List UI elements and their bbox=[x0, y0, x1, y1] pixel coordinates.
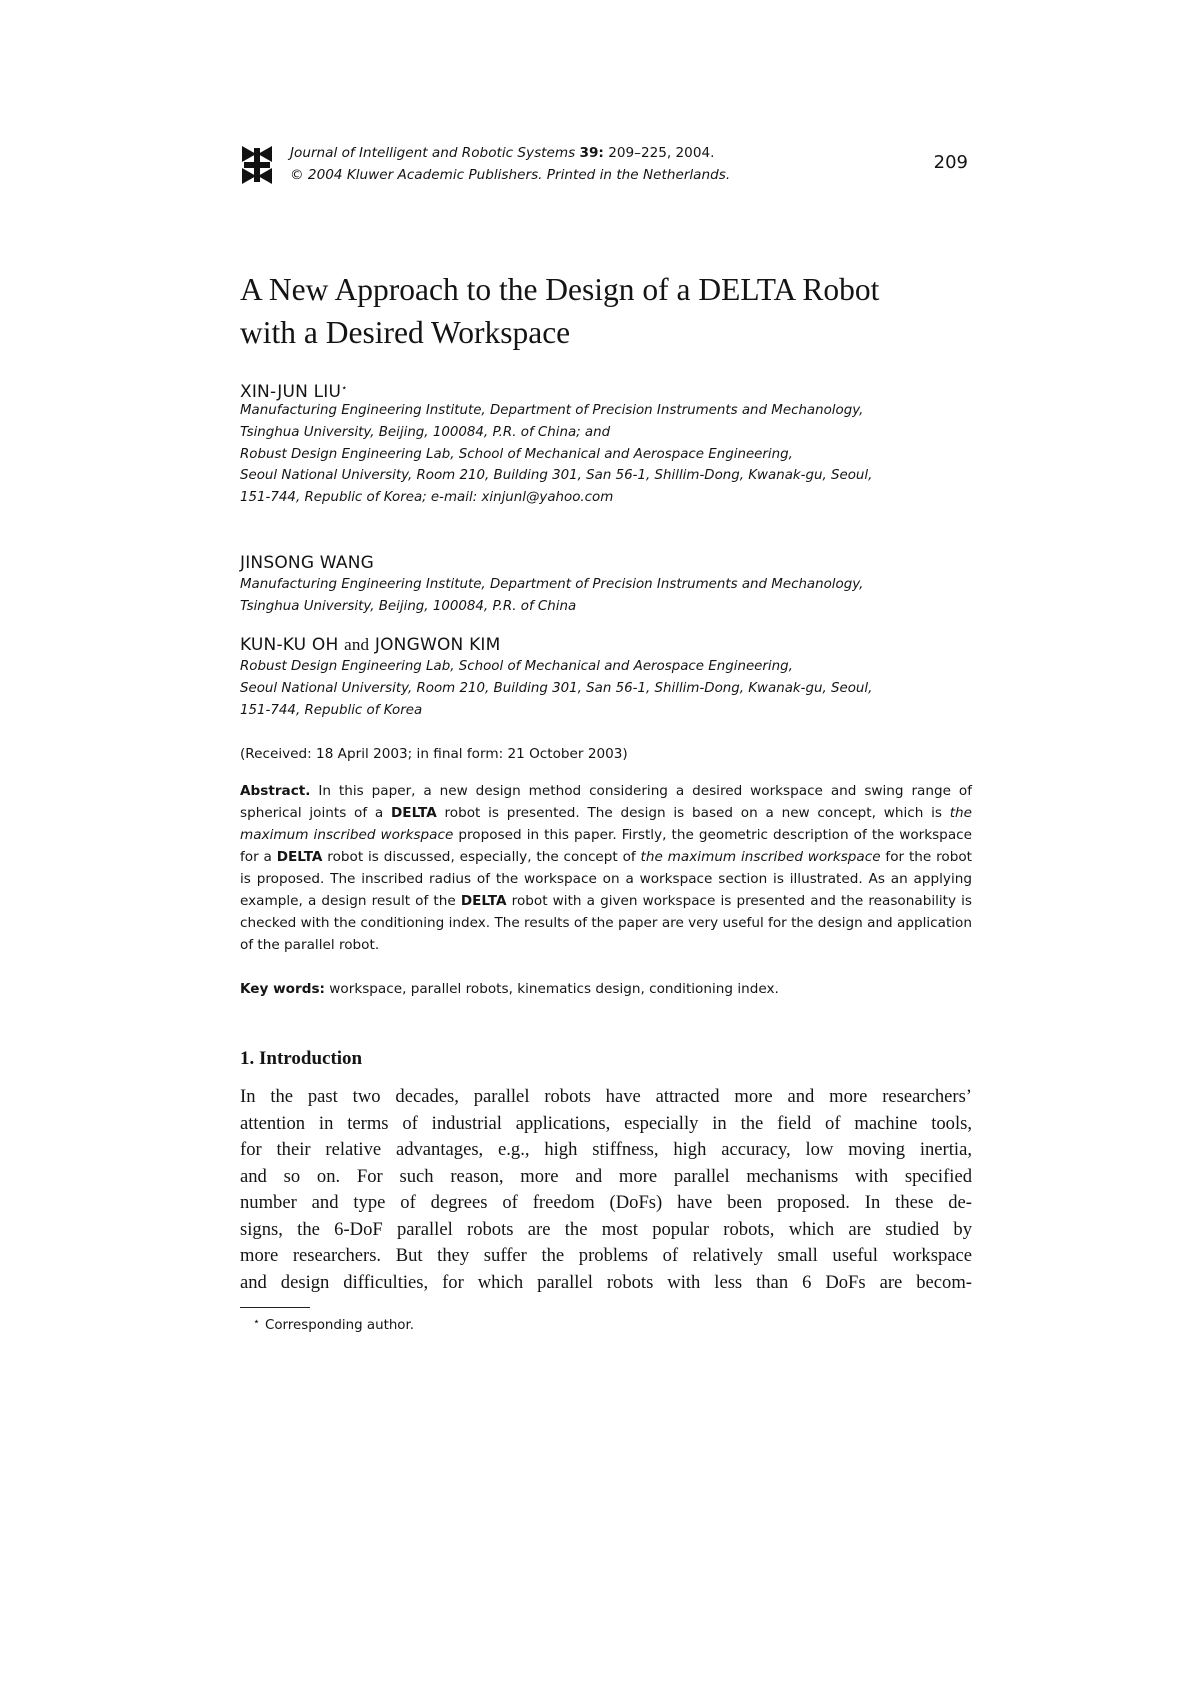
paper-title bbox=[240, 268, 980, 354]
kluwer-logo-icon bbox=[240, 144, 274, 186]
abstract-term: DELTA bbox=[276, 849, 323, 865]
journal-header bbox=[240, 142, 972, 192]
abstract-text: robot with a given workspace is presented and the reasonability is checked with the conditioning index. The results of the paper are very useful for the design and application of the parallel robot. bbox=[240, 893, 973, 953]
text-line: and so on. For such reason, more and more parallel mechanisms with specified bbox=[240, 1165, 972, 1187]
author-affiliation: Robust Design Engineering Lab, School of Mechanical and Aerospace Engineering, Seoul National University, Room 210, Building 301, San 56-1, Shillim-Dong, Kwanak-gu, Seoul, 151-744, Republic of Korea bbox=[240, 659, 873, 718]
abstract-text: robot is discussed, especially, the concept of bbox=[327, 849, 636, 865]
author-name: JONGWON KIM bbox=[374, 635, 501, 655]
author-name: JINSONG WANG bbox=[240, 553, 375, 573]
author-affiliation: Manufacturing Engineering Institute, Department of Precision Instruments and Mechanology, Tsinghua University, Beijing, 100084, P.R. of China bbox=[240, 577, 864, 614]
author-affiliation: Manufacturing Engineering Institute, Department of Precision Instruments and Mechanology, Tsinghua University, Beijing, 100084, P.R. of China; and Robust Design Engineering Lab, School of Mechanical and Aerospace Engineering, Seoul National University, Room 210, Building 301, San 56-1, Shillim-Dong, Kwanak-gu, Seoul, 151-744, Republic of Korea; e-mail: xinjunl@yahoo.com bbox=[240, 403, 873, 506]
author-block-3 bbox=[240, 634, 980, 721]
text-line: more researchers. But they suffer the problems of relatively small useful workspace bbox=[240, 1245, 972, 1266]
abstract-text: In this paper, a new design method considering a desired workspace and swing range of spherical joints of a bbox=[240, 783, 972, 821]
abstract-term: DELTA bbox=[391, 805, 437, 821]
text-line: In the past two decades, parallel robots have attracted more and more researchers’ bbox=[240, 1086, 972, 1107]
author-block-2 bbox=[240, 552, 980, 618]
text-line: attention in terms of industrial applications, especially in the field of machine tools, bbox=[240, 1112, 972, 1134]
abstract-text: for the robot is proposed. The inscribed radius of the workspace on a workspace section is illustrated. As an applying example, a design result of the bbox=[240, 849, 972, 909]
section-heading-introduction: 1. Introduction bbox=[240, 1048, 363, 1069]
author-block-1 bbox=[240, 378, 980, 509]
abstract bbox=[240, 780, 972, 956]
abstract-emphasis: the maximum inscribed workspace bbox=[240, 805, 973, 843]
abstract-emphasis: the maximum inscribed workspace bbox=[640, 849, 881, 865]
text-line: signs, the 6-DoF parallel robots are the most popular robots, which are studied by bbox=[240, 1218, 972, 1240]
footnote-mark: ⋆ bbox=[253, 1315, 260, 1328]
author-name: XIN-JUN LIU bbox=[240, 382, 342, 402]
text-line: and design difficulties, for which parallel robots with less than 6 DoFs are becom- bbox=[240, 1271, 972, 1293]
abstract-text: robot is presented. The design is based on a new concept, which is bbox=[444, 805, 942, 821]
abstract-text: proposed in this paper. Firstly, the geometric description of the workspace for a bbox=[240, 827, 972, 865]
abstract-term: DELTA bbox=[460, 893, 507, 909]
received-dates: (Received: 18 April 2003; in final form: 21 October 2003) bbox=[240, 746, 628, 762]
text-line: number and type of degrees of freedom (DoFs) have been proposed. In these de- bbox=[240, 1192, 972, 1213]
introduction-paragraph bbox=[240, 1084, 972, 1296]
page-number: 209 bbox=[933, 152, 968, 173]
footnote-divider bbox=[240, 1307, 310, 1308]
text-line: for their relative advantages, e.g., high stiffness, high accuracy, low moving inertia, bbox=[240, 1139, 972, 1160]
footnote bbox=[253, 1315, 415, 1333]
keywords-text: workspace, parallel robots, kinematics design, conditioning index. bbox=[329, 981, 779, 997]
journal-name: Journal of Intelligent and Robotic Systems bbox=[290, 145, 576, 161]
journal-citation bbox=[290, 142, 730, 164]
keywords bbox=[240, 978, 972, 1000]
corresponding-author-mark: ⋆ bbox=[341, 383, 348, 394]
keywords-label: Key words: bbox=[240, 981, 325, 997]
title-line-1: A New Approach to the Design of a DELTA Robot bbox=[240, 272, 880, 307]
journal-pages: 209–225, 2004. bbox=[608, 145, 715, 161]
title-line-2: with a Desired Workspace bbox=[240, 315, 571, 350]
copyright-line: © 2004 Kluwer Academic Publishers. Printed in the Netherlands. bbox=[290, 167, 731, 183]
journal-volume: 39: bbox=[579, 145, 604, 161]
abstract-label: Abstract. bbox=[240, 783, 311, 799]
author-name: KUN-KU OH bbox=[240, 635, 339, 655]
footnote-text: Corresponding author. bbox=[265, 1318, 415, 1333]
author-conjunction: and bbox=[344, 635, 370, 654]
